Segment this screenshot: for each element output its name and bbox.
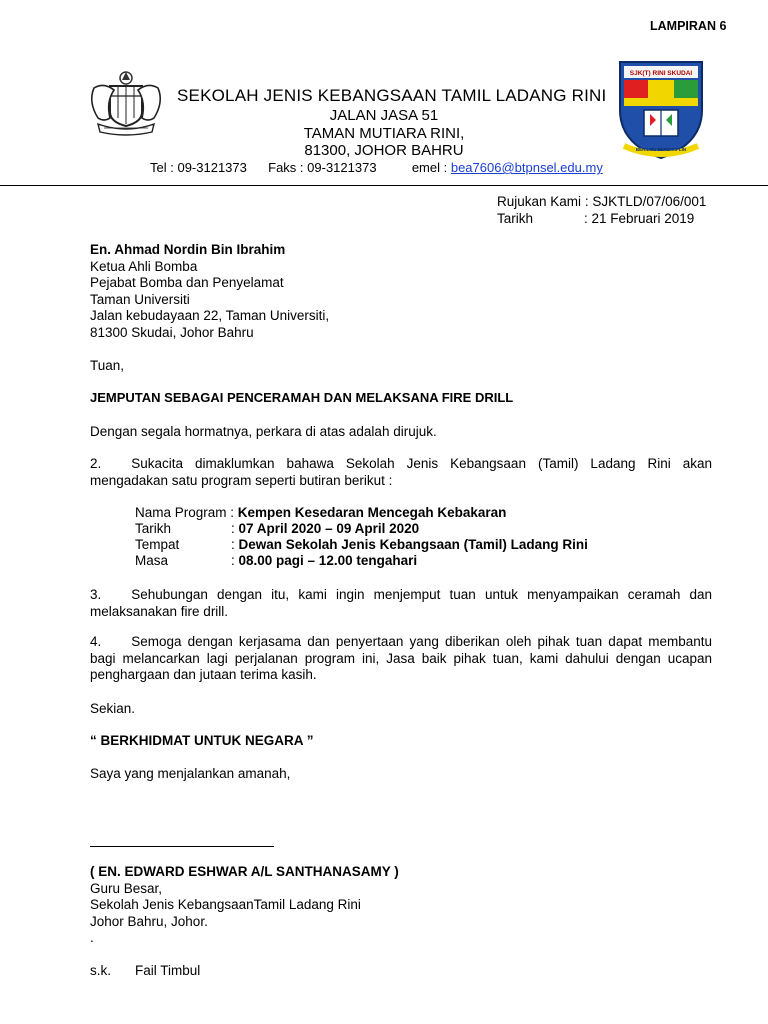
subject: JEMPUTAN SEBAGAI PENCERAMAH DAN MELAKSANA FIRE DRILL [90,390,514,405]
recipient-line-5: 81300 Skudai, Johor Bahru [90,324,254,340]
crest-bottom-text: BERILMU BERDISIPLIN [635,147,687,152]
lampiran-label: LAMPIRAN 6 [650,19,727,33]
program-place-label: Tempat [135,537,180,552]
paragraph-2 [90,456,712,489]
paragraph-4-text: Semoga dengan kerjasama dan penyertaan yang diberikan oleh pihak tuan dapat membantu bagi melancarkan lagi perjalanan program ini, Jasa baik pihak tuan, kami dahului dengan ucapan penghargaan dan jutaan terima kasih. [90,634,712,683]
school-name: SEKOLAH JENIS KEBANGSAAN TAMIL LADANG RINI [177,86,607,105]
ref-date-label: Tarikh [497,211,534,226]
paragraph-3-number: 3. [90,587,102,602]
program-name-value: Kempen Kesedaran Mencegah Kebakaran [237,505,507,520]
program-date-label: Tarikh [135,521,172,536]
address-line-1: JALAN JASA 51 [329,107,439,124]
recipient-line-3: Taman Universiti [90,291,190,307]
signatory-name: ( EN. EDWARD ESHWAR A/L SANTHANASAMY ) [90,864,399,879]
paragraph-2-number: 2. [90,456,102,471]
school-crest-logo [614,58,708,162]
motto: “ BERKHIDMAT UNTUK NEGARA ” [90,733,314,748]
address-line-2: TAMAN MUTIARA RINI, [303,125,465,142]
email-link[interactable]: bea7606@btpnsel.edu.my [450,160,603,175]
signatory-title: Guru Besar, [90,880,163,896]
paragraph-1: Dengan segala hormatnya, perkara di atas adalah dirujuk. [90,424,437,439]
program-date-value: 07 April 2020 – 09 April 2020 [238,521,420,536]
recipient-line-4: Jalan kebudayaan 22, Taman Universiti, [90,308,330,324]
header-divider [0,185,768,186]
signature-line [90,846,274,847]
salutation: Tuan, [90,358,125,373]
fax-value: 09-3121373 [307,160,377,175]
signatory-school: Sekolah Jenis KebangsaanTamil Ladang Rini [90,897,361,913]
paragraph-4-number: 4. [90,634,102,649]
tel-label: Tel : [150,160,174,175]
closing: Sekian. [90,701,136,716]
paragraph-3-text: Sehubungan dengan itu, kami ingin menjemput tuan untuk menyampaikan ceramah dan melaksanakan fire drill. [90,587,712,619]
program-name-row [135,505,506,520]
program-time-value: 08.00 pagi – 12.00 tengahari [238,553,418,568]
ref-value: : SJKTLD/07/06/001 [584,194,707,209]
program-place-row: Tempat : Dewan Sekolah Jenis Kebangsaan (Tamil) Ladang Rini [135,537,588,552]
paragraph-4 [90,634,712,684]
program-time-row: Masa : 08.00 pagi – 12.00 tengahari [135,553,418,568]
signatory-city: Johor Bahru, Johor. [90,913,208,929]
cc-value: Fail Timbul [135,963,201,978]
cc-label: s.k. [90,963,112,978]
program-place-value: Dewan Sekolah Jenis Kebangsaan (Tamil) Ladang Rini [238,537,588,552]
recipient-line-2: Pejabat Bomba dan Penyelamat [90,275,284,291]
fax-label: Faks : [268,160,304,175]
address-line-3: 81300, JOHOR BAHRU [304,142,464,159]
recipient-name: En. Ahmad Nordin Bin Ibrahim [90,242,286,257]
signatory-block [90,864,399,947]
program-time-label: Masa [135,553,169,568]
paragraph-3 [90,587,712,620]
email-label: emel : [411,160,448,175]
recipient-line-1: Ketua Ahli Bomba [90,258,198,274]
program-date-row: Tarikh : 07 April 2020 – 09 April 2020 [135,521,420,536]
reference-block [497,193,706,227]
paragraph-2-text: Sukacita dimaklumkan bahawa Sekolah Jenis Kebangsaan (Tamil) Ladang Rini akan mengadakan satu program seperti butiran berikut : [90,456,712,488]
tel-value: 09-3121373 [177,160,247,175]
signatory-dot: . [90,930,94,946]
ref-date-value: : 21 Februari 2019 [584,211,695,226]
ref-label: Rujukan Kami [497,194,582,209]
closing-2: Saya yang menjalankan amanah, [90,766,291,781]
program-name-label: Nama Program : [135,505,235,520]
crest-top-text: SJK(T) RINI SKUDAI [629,70,693,77]
cc-line [90,963,200,978]
contact-line [150,160,603,175]
recipient-block [90,242,329,342]
